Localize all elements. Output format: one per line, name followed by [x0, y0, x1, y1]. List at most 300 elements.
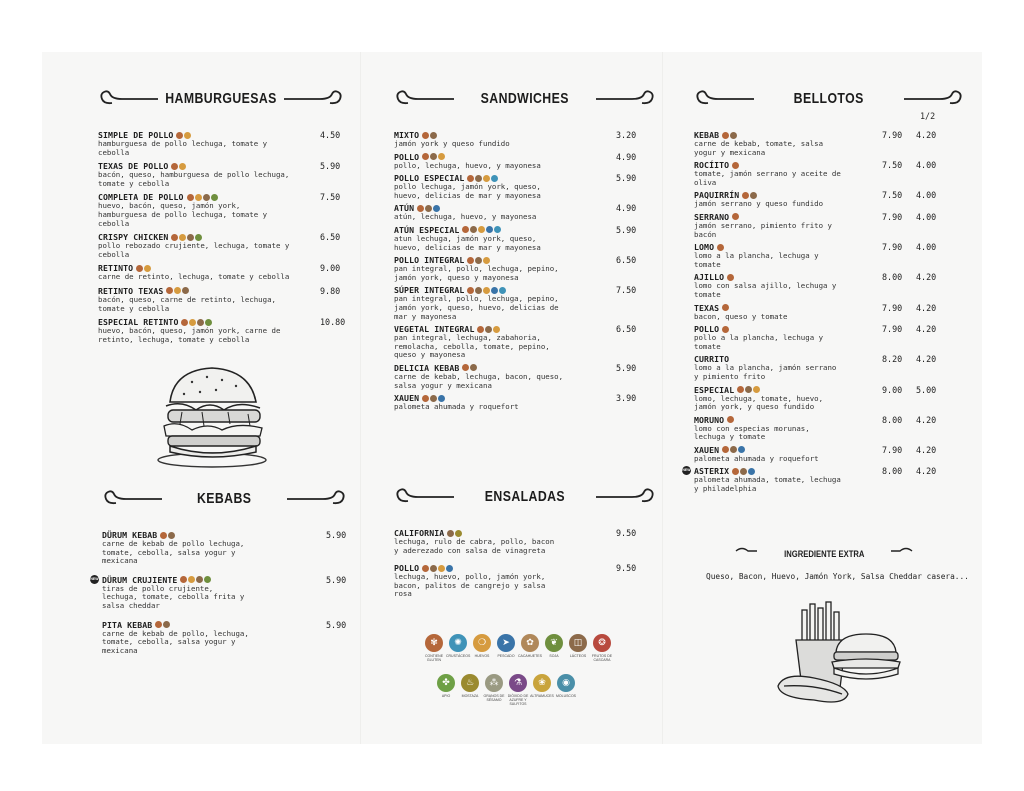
legend-frutos [590, 634, 614, 662]
legend-glyph: ◫ [573, 638, 583, 648]
menu-item [694, 130, 964, 157]
ornament-left [694, 90, 758, 108]
ensaladas-header [394, 486, 656, 508]
allergen-icons [171, 163, 187, 170]
ornament-right [283, 490, 347, 508]
allergen-icons [477, 326, 501, 333]
lacteos-allergen-icon [745, 386, 752, 393]
menu-item-name: RETINTO TEXAS [98, 285, 164, 296]
menu-item-name: DÜRUM KEBAB [102, 530, 158, 540]
apio-icon [437, 674, 455, 692]
legend-glyph: ➤ [502, 638, 510, 648]
legend-label: MOLUSCOS [555, 694, 577, 698]
allergen-icons [166, 287, 190, 294]
bellotos-header [694, 88, 964, 110]
lacteos-allergen-icon [475, 257, 482, 264]
kebabs-header [102, 488, 347, 510]
gluten-allergen-icon [155, 621, 162, 628]
menu-item-name: LOMO [694, 242, 715, 253]
column-middle [360, 52, 663, 744]
menu-item-description: huevo, bacón, queso, jamón york, hamburguesa de pollo lechuga, tomate y cebolla [98, 201, 268, 228]
ornament-right [900, 90, 964, 108]
allergen-icons [732, 213, 740, 220]
menu-item [694, 445, 964, 464]
crustaceos-allergen-icon [499, 287, 506, 294]
legend-soja [542, 634, 566, 658]
menu-item-price: 7.90 [882, 242, 903, 253]
menu-item-price: 7.50 [320, 192, 341, 203]
menu-item-description: carne de retinto, lechuga, tomate y cebolla [98, 272, 290, 282]
huevos-allergen-icon [483, 257, 490, 264]
menu-item-half-price: 4.20 [916, 130, 937, 140]
menu-item-name: POLLO [394, 151, 420, 162]
legend-glyph: ⚗ [513, 678, 523, 688]
huevos-allergen-icon [144, 265, 151, 272]
mostaza-icon [461, 674, 479, 692]
lacteos-allergen-icon [196, 576, 203, 583]
legend-label: SOJA [549, 654, 559, 658]
crustaceos-icon [449, 634, 467, 652]
menu-item-half-price: 4.20 [916, 302, 937, 313]
menu-item-name: DELICIA KEBAB [394, 362, 460, 373]
lacteos-allergen-icon [430, 153, 437, 160]
menu-item [394, 225, 656, 252]
gluten-allergen-icon [732, 213, 739, 220]
menu-item [394, 152, 656, 171]
lacteos-allergen-icon [187, 234, 194, 241]
menu-item-description: lomo con salsa ajillo, lechuga y tomate [694, 281, 837, 299]
legend-pescado [494, 634, 518, 658]
pescado-allergen-icon [748, 468, 755, 475]
legend-label: LÁCTEOS [569, 654, 587, 658]
soja-allergen-icon [211, 194, 218, 201]
section-bellotos [682, 88, 964, 497]
menu-item [394, 528, 656, 555]
menu-item-price: 8.20 [882, 354, 903, 365]
menu-item-price: 3.90 [616, 393, 637, 404]
lacteos-allergen-icon [730, 132, 737, 139]
half-price-header: 1/2 [920, 111, 936, 121]
fastfood-illustration [774, 600, 908, 712]
pescado-allergen-icon [486, 226, 493, 233]
legend-glyph: ✿ [526, 638, 534, 648]
menu-item-description: pollo lechuga, jamón york, queso, huevo, delicias de mar y mayonesa [394, 182, 541, 200]
section-title: HAMBURGUESAS [165, 90, 277, 107]
gluten-allergen-icon [722, 326, 729, 333]
menu-item-price: 9.00 [320, 263, 341, 274]
huevos-allergen-icon [189, 319, 196, 326]
legend-label: ALTRAMUCES [530, 694, 554, 698]
huevos-allergen-icon [188, 576, 195, 583]
allergen-icons [727, 274, 735, 281]
gluten-allergen-icon [422, 153, 429, 160]
menu-item-price: 9.80 [320, 285, 341, 296]
gluten-allergen-icon [467, 175, 474, 182]
gluten-allergen-icon [732, 468, 739, 475]
menu-item-price: 8.00 [882, 414, 903, 425]
menu-item-name: MIXTO [394, 130, 420, 140]
menu-item-name: PITA KEBAB [102, 619, 153, 630]
menu-item-price: 6.50 [616, 255, 637, 266]
menu-sheet [42, 52, 982, 744]
gluten-allergen-icon [467, 257, 474, 264]
soja-icon [545, 634, 563, 652]
menu-item-name: PAQUIRRÍN [694, 190, 740, 201]
gluten-allergen-icon [467, 287, 474, 294]
menu-item-name: POLLO INTEGRAL [394, 255, 465, 266]
section-title: ENSALADAS [484, 488, 566, 505]
allergen-icons [727, 416, 735, 423]
menu-item [394, 363, 656, 390]
gluten-allergen-icon [422, 565, 429, 572]
menu-item-description: bacón, queso, hamburguesa de pollo lechuga, tomate y cebolla [98, 170, 290, 188]
menu-item [98, 130, 344, 157]
huevos-allergen-icon [438, 565, 445, 572]
extra-header [734, 542, 914, 561]
new-badge: NEW [682, 466, 691, 475]
menu-item-price: 10.80 [320, 317, 346, 328]
huevos-allergen-icon [753, 386, 760, 393]
menu-item-name: CURRITO [694, 354, 730, 365]
menu-item-description: carne de kebab, lechuga, bacon, queso, salsa yogur y mexicana [394, 371, 564, 390]
legend-sulfitos [506, 674, 530, 706]
legend-lacteos [566, 634, 590, 658]
allergen-icons [462, 226, 502, 233]
menu-item-name: CRISPY CHICKEN [98, 232, 169, 243]
menu-item-half-price: 5.00 [916, 384, 937, 395]
lacteos-allergen-icon [197, 319, 204, 326]
menu-item-name: ROCÍITO [694, 160, 730, 171]
menu-item-price: 5.90 [616, 173, 637, 184]
menu-item-price: 5.90 [616, 224, 637, 235]
gluten-allergen-icon [160, 532, 167, 539]
menu-item-description: jamón serrano, pimiento frito y bacón [694, 220, 832, 239]
legend-glyph: ❂ [598, 638, 606, 648]
menu-item [98, 263, 344, 282]
allergen-icons [417, 205, 441, 212]
gluten-allergen-icon [737, 386, 744, 393]
menu-item-description: jamón serrano y queso fundido [694, 199, 824, 209]
allergen-icons [467, 175, 499, 182]
legend-label: MOSTAZA [461, 694, 479, 698]
legend-glyph: ✤ [442, 678, 450, 688]
extra-desc: Queso, Bacon, Huevo, Jamón York, Salsa Cheddar casera... [706, 572, 969, 581]
hamburguesas-header [98, 88, 344, 110]
menu-item-description: lechuga, rulo de cabra, pollo, bacon y aderezado con salsa de vinagreta [394, 537, 555, 555]
menu-item [694, 212, 964, 239]
menu-item [394, 130, 656, 149]
menu-item-price: 4.90 [616, 203, 637, 214]
menu-item [694, 272, 964, 299]
menu-item-price: 5.90 [616, 362, 637, 373]
menu-item-name: XAUEN [694, 444, 720, 455]
menu-item-description: lechuga, huevo, pollo, jamón york, bacon, palitos de cangrejo y salsa rosa [394, 572, 546, 599]
menu-item-half-price: 4.20 [916, 466, 937, 477]
ornament-left [394, 90, 458, 108]
section-sandwiches [394, 88, 656, 415]
huevos-allergen-icon [195, 194, 202, 201]
legend-gluten [422, 634, 446, 662]
menu-item-name: SÚPER INTEGRAL [394, 285, 465, 296]
ornament-left [102, 490, 166, 508]
sulfitos-icon [509, 674, 527, 692]
lacteos-allergen-icon [475, 287, 482, 294]
allergen-icons [422, 153, 446, 160]
menu-item-price: 8.00 [882, 466, 903, 477]
ornament-right [592, 90, 656, 108]
menu-item-price: 9.50 [616, 563, 637, 574]
lacteos-allergen-icon [750, 192, 757, 199]
menu-item-description: jamón york y queso fundido [394, 139, 510, 148]
pescado-allergen-icon [438, 395, 445, 402]
allergen-icons [136, 265, 152, 272]
legend-label: DIÓXIDO DE AZUFRE Y SULFITOS [507, 694, 529, 706]
menu-item [90, 574, 347, 611]
lacteos-allergen-icon [168, 532, 175, 539]
menu-item-name: ATÚN [394, 203, 415, 214]
menu-item [694, 160, 964, 187]
menu-item [98, 161, 344, 188]
menu-item-price: 7.90 [882, 324, 903, 335]
menu-item-price: 9.00 [882, 384, 903, 395]
allergen-icons [187, 194, 219, 201]
menu-item-half-price: 4.00 [916, 160, 937, 171]
menu-item [694, 324, 964, 351]
menu-item-price: 7.50 [882, 190, 903, 201]
gluten-allergen-icon [417, 205, 424, 212]
gluten-allergen-icon [722, 304, 729, 311]
allergen-icons [732, 162, 740, 169]
menu-item-description: pollo a la plancha, lechuga y tomate [694, 333, 824, 351]
ornament-right [890, 546, 914, 556]
lacteos-allergen-icon [447, 530, 454, 537]
lacteos-allergen-icon [425, 205, 432, 212]
soja-allergen-icon [204, 576, 211, 583]
legend-label: CRUSTÁCEOS [446, 654, 471, 658]
soja-allergen-icon [195, 234, 202, 241]
gluten-allergen-icon [727, 416, 734, 423]
menu-item-name: ASTERIX [694, 466, 730, 477]
gluten-allergen-icon [462, 226, 469, 233]
menu-item-description: huevo, bacón, queso, jamón york, carne de retinto, lechuga, tomate y cebolla [98, 326, 281, 344]
altramuces-icon [533, 674, 551, 692]
menu-item-name: POLLO ESPECIAL [394, 173, 465, 184]
menu-item-description: bacon, queso y tomate [694, 311, 788, 321]
column-right [662, 52, 982, 744]
menu-item-price: 6.50 [320, 232, 341, 243]
menu-item-price: 7.50 [616, 285, 637, 296]
menu-item [98, 317, 344, 344]
gluten-allergen-icon [717, 244, 724, 251]
menu-item-description: pan integral, pollo, lechuga, pepino, jamón york, queso, huevo, delicias de mar y mayonesa [394, 294, 559, 321]
moluscos-icon [557, 674, 575, 692]
gluten-allergen-icon [171, 234, 178, 241]
gluten-allergen-icon [422, 395, 429, 402]
legend-glyph: ✺ [454, 638, 462, 648]
menu-item-price: 6.50 [616, 324, 637, 335]
gluten-allergen-icon [166, 287, 173, 294]
soja-allergen-icon [205, 319, 212, 326]
menu-item-name: POLLO [394, 563, 420, 574]
gluten-allergen-icon [422, 132, 429, 139]
menu-item-description: carne de kebab, tomate, salsa yogur y mexicana [694, 139, 824, 157]
legend-altramuces [530, 674, 554, 698]
huevos-icon [473, 634, 491, 652]
menu-item-name: ATÚN ESPECIAL [394, 224, 460, 235]
legend-label: APIO [441, 694, 451, 698]
menu-item [394, 285, 656, 321]
menu-item-half-price: 4.00 [916, 190, 937, 201]
menu-item-price: 7.90 [882, 211, 903, 222]
menu-item [394, 393, 656, 412]
cacahuetes-icon [521, 634, 539, 652]
lacteos-icon [569, 634, 587, 652]
legend-cacahuetes [518, 634, 542, 658]
menu-item-description: palometa ahumada y roquefort [694, 453, 819, 463]
menu-item-name: ESPECIAL [694, 384, 735, 395]
menu-item [694, 385, 964, 412]
pescado-allergen-icon [738, 446, 745, 453]
section-title: SANDWICHES [480, 90, 570, 107]
gluten-allergen-icon [181, 319, 188, 326]
ornament-left [394, 488, 458, 506]
allergen-icons [722, 132, 738, 139]
menu-item-description: atun lechuga, jamón york, queso, huevo, delicias de mar y mayonesa [394, 233, 541, 252]
menu-item-description: atún, lechuga, huevo, y mayonesa [394, 212, 537, 222]
legend-apio [434, 674, 458, 698]
menu-item-name: TEXAS [694, 302, 720, 313]
huevos-allergen-icon [438, 153, 445, 160]
allergen-icons [462, 364, 478, 371]
allergen-icons [155, 621, 171, 628]
legend-glyph: ✾ [430, 638, 438, 648]
section-hamburguesas [98, 88, 344, 348]
menu-item-description: lomo a la plancha, jamón serrano y pimiento frito [694, 363, 837, 381]
menu-item-description: tomate, jamón serrano y aceite de oliva [694, 169, 841, 187]
menu-item-half-price: 4.20 [916, 444, 937, 455]
menu-item-name: MORUNO [694, 414, 725, 425]
allergen-icons [180, 576, 212, 583]
menu-item-name: AJILLO [694, 272, 725, 283]
ornament-left [98, 90, 162, 108]
menu-item [394, 173, 656, 200]
menu-item [102, 530, 347, 566]
menu-item-description: carne de kebab de pollo lechuga, tomate, cebolla, salsa yogur y mexicana [102, 539, 245, 566]
lacteos-allergen-icon [730, 446, 737, 453]
allergen-icons [722, 304, 730, 311]
menu-item-half-price: 4.00 [916, 211, 937, 222]
menu-item-description: lomo, lechuga, tomate, huevo, jamón york, y queso fundido [694, 393, 824, 412]
ornament-left [734, 546, 758, 556]
menu-item-price: 4.50 [320, 130, 341, 140]
menu-item-half-price: 4.20 [916, 272, 937, 283]
menu-item-name: CALIFORNIA [394, 528, 445, 538]
huevos-allergen-icon [179, 234, 186, 241]
section-title: BELLOTOS [793, 90, 865, 107]
menu-item-half-price: 4.00 [916, 242, 937, 253]
menu-item-price: 7.90 [882, 302, 903, 313]
menu-item-description: hamburguesa de pollo lechuga, tomate y cebolla [98, 139, 268, 157]
menu-item-description: lomo con especias morunas, lechuga y tomate [694, 423, 810, 442]
menu-item-name: VEGETAL INTEGRAL [394, 324, 475, 335]
menu-item [694, 354, 964, 381]
gluten-allergen-icon [732, 162, 739, 169]
legend-glyph: ❀ [538, 678, 546, 688]
legend-crustaceos [446, 634, 470, 658]
menu-item-price: 3.20 [616, 130, 637, 140]
gluten-allergen-icon [171, 163, 178, 170]
lacteos-allergen-icon [430, 132, 437, 139]
menu-item-name: RETINTO [98, 263, 134, 274]
menu-item [694, 303, 964, 322]
huevos-allergen-icon [483, 175, 490, 182]
menu-item-name: DÜRUM CRUJIENTE [102, 574, 178, 585]
menu-item [682, 466, 964, 494]
menu-item-description: carne de kebab de pollo, lechuga, tomate, cebolla, salsa yogur y mexicana [102, 628, 249, 655]
legend-label: GRANOS DE SÉSAMO [483, 694, 505, 702]
allergen-icons [171, 234, 203, 241]
menu-item-price: 5.90 [326, 530, 347, 540]
menu-item-description: pollo rebozado crujiente, lechuga, tomate y cebolla [98, 241, 290, 259]
gluten-allergen-icon [180, 576, 187, 583]
legend-huevos [470, 634, 494, 658]
allergen-icons [722, 326, 730, 333]
menu-item-half-price: 4.20 [916, 354, 937, 365]
gluten-allergen-icon [187, 194, 194, 201]
menu-item [98, 232, 344, 259]
menu-item-description: palometa ahumada y roquefort [394, 402, 519, 412]
gluten-allergen-icon [477, 326, 484, 333]
menu-item-description: bacón, queso, carne de retinto, lechuga, tomate y cebolla [98, 294, 276, 313]
gluten-allergen-icon [722, 132, 729, 139]
lacteos-allergen-icon [475, 175, 482, 182]
pescado-allergen-icon [446, 565, 453, 572]
burger-illustration [152, 364, 272, 476]
legend-glyph: ❦ [550, 638, 558, 648]
menu-item [694, 190, 964, 209]
frutos-icon [593, 634, 611, 652]
allergen-icons [732, 468, 756, 475]
allergen-icons [422, 395, 446, 402]
menu-item-description: lomo a la plancha, lechuga y tomate [694, 251, 819, 269]
gluten-allergen-icon [136, 265, 143, 272]
menu-item [98, 192, 344, 228]
legend-sesamo [482, 674, 506, 702]
allergen-icons [467, 287, 507, 294]
allergen-icons [742, 192, 758, 199]
menu-item-description: palometa ahumada, tomate, lechuga y philadelphia [694, 475, 841, 494]
huevos-allergen-icon [179, 163, 186, 170]
menu-item-name: TEXAS DE POLLO [98, 161, 169, 172]
pescado-allergen-icon [433, 205, 440, 212]
huevos-allergen-icon [174, 287, 181, 294]
allergen-icons [160, 532, 176, 539]
menu-item [98, 286, 344, 313]
lacteos-allergen-icon [470, 226, 477, 233]
section-ensaladas [394, 486, 656, 607]
mostaza-allergen-icon [455, 530, 462, 537]
menu-item-price: 7.90 [882, 444, 903, 455]
gluten-allergen-icon [176, 132, 183, 139]
menu-item-price: 5.90 [326, 574, 347, 585]
pescado-allergen-icon [491, 287, 498, 294]
legend-mostaza [458, 674, 482, 698]
menu-item-price: 5.90 [320, 161, 341, 172]
column-left [42, 52, 361, 744]
ornament-right [280, 90, 344, 108]
gluten-allergen-icon [742, 192, 749, 199]
lacteos-allergen-icon [485, 326, 492, 333]
